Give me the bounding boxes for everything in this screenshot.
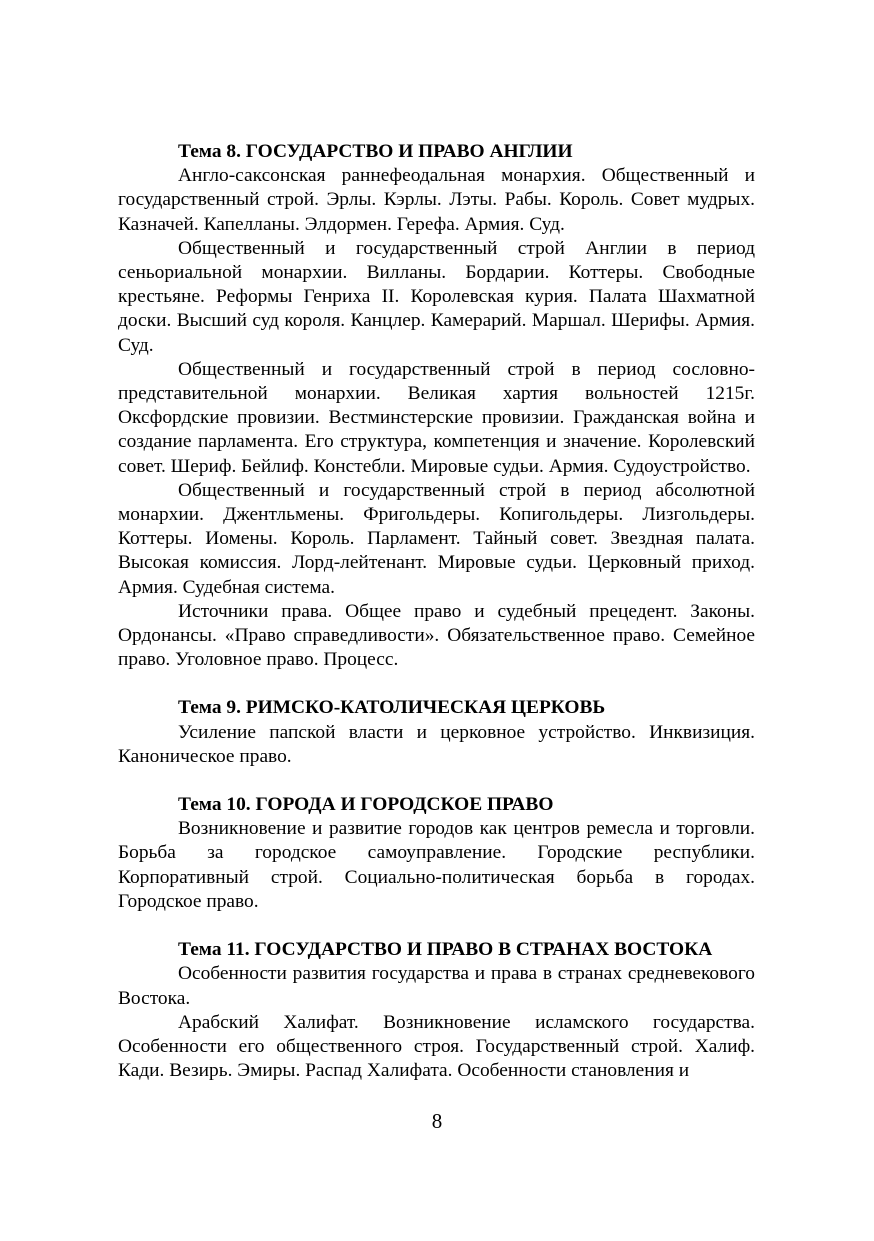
section-title: Тема 9. РИМСКО-КАТОЛИЧЕСКАЯ ЦЕРКОВЬ	[178, 697, 606, 719]
section-topic-9	[118, 696, 755, 769]
paragraph: Источники права. Общее право и судебный прецедент. Законы. Ордонансы. «Право справедливости». Обязательственное право. Семейное право. Уголовное право. Процесс.	[118, 600, 755, 671]
section-title: Тема 8. ГОСУДАРСТВО И ПРАВО АНГЛИИ	[178, 141, 573, 162]
section-topic-10	[118, 793, 755, 914]
section-topic-11	[118, 938, 755, 1083]
page-number: 8	[431, 1109, 443, 1133]
paragraph: Возникновение и развитие городов как центров ремесла и торговли. Борьба за городское самоуправление. Городские республики. Корпоративный строй. Социально-политическая борьба в городах. Городское право.	[118, 818, 755, 912]
section-title: Тема 10. ГОРОДА И ГОРОДСКОЕ ПРАВО	[178, 794, 554, 816]
paragraph: Арабский Халифат. Возникновение исламского государства. Особенности его общественного строя. Государственный строй. Халиф. Кади. Везирь. Эмиры. Распад Халифата. Особенности становления и	[118, 1011, 755, 1082]
paragraph: Англо-саксонская раннефеодальная монархия. Общественный и государственный строй. Эрлы. Кэрлы. Лэты. Рабы. Король. Совет мудрых. Казначей. Капелланы. Элдормен. Герефа. Армия. Суд.	[118, 165, 755, 235]
section-title: Тема 11. ГОСУДАРСТВО И ПРАВО В СТРАНАХ ВОСТОКА	[178, 939, 713, 961]
paragraph: Общественный и государственный строй в период сословно-представительной монархии. Великая хартия вольностей 1215г. Оксфордские провизии. Вестминстерские провизии. Гражданская война и создание парламента. Его структура, компетенция и значение. Королевский совет. Шериф. Бейлиф. Констебли. Мировые судьи. Армия. Судоустройство.	[118, 358, 755, 477]
paragraph: Общественный и государственный строй в период абсолютной монархии. Джентльмены. Фригольдеры. Копигольдеры. Лизгольдеры. Коттеры. Иомены. Король. Парламент. Тайный совет. Звездная палата. Высокая комиссия. Лорд-лейтенант. Мировые судьи. Церковный приход. Армия. Судебная система.	[118, 479, 755, 598]
paragraph: Особенности развития государства и права в странах средневекового Востока.	[118, 963, 755, 1009]
section-topic-8	[118, 140, 755, 672]
paragraph: Усиление папской власти и церковное устройство. Инквизиция. Каноническое право.	[118, 721, 755, 767]
page-content	[118, 140, 755, 1083]
paragraph: Общественный и государственный строй Англии в период сеньориальной монархии. Вилланы. Бордарии. Коттеры. Свободные крестьяне. Реформы Генриха II. Королевская курия. Палата Шахматной доски. Высший суд короля. Канцлер. Камерарий. Маршал. Шерифы. Армия. Суд.	[118, 237, 755, 356]
